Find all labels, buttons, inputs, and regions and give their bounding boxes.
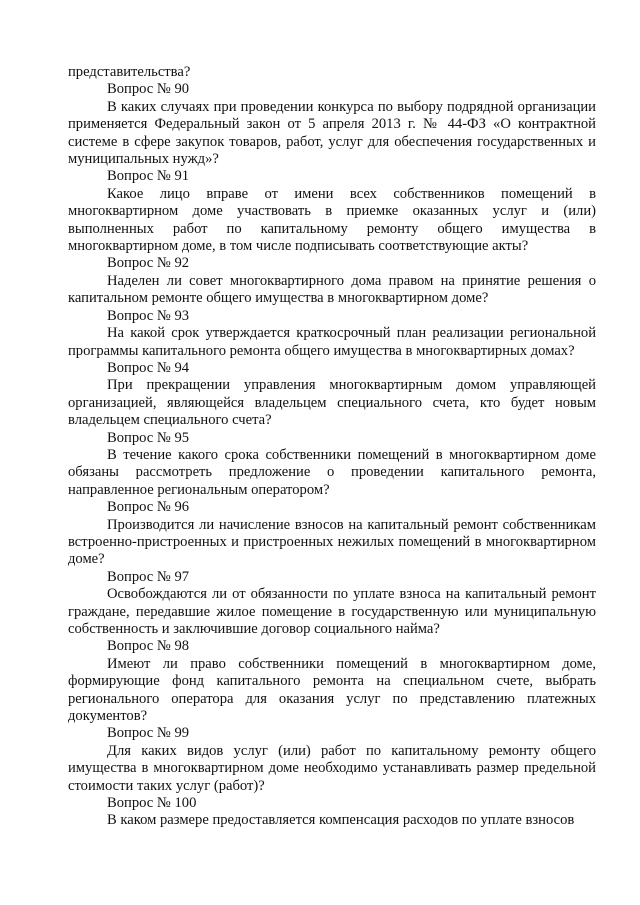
question-block-99 [68,725,596,795]
question-block-97 [68,569,596,639]
question-block-92 [68,255,596,307]
question-header: Вопрос № 96 [107,499,190,516]
question-text: На какой срок утверждается краткосрочный план реализации региональной программы капитального ремонта общего имущества в многоквартирных домах? [68,325,596,359]
question-header: Вопрос № 100 [107,795,197,812]
question-header: Вопрос № 97 [107,568,190,585]
question-text: Наделен ли совет многоквартирного дома правом на принятие решения о капитальном ремонте общего имущества в многоквартирном доме? [68,272,596,307]
question-header: Вопрос № 90 [107,81,190,98]
question-block-100 [68,795,596,830]
question-block-93 [68,308,596,360]
question-block-98 [68,638,596,725]
question-block-91 [68,168,596,255]
question-text: При прекращении управления многоквартирным домом управляющей организацией, являющейся владельцем специального счета, кто будет новым владельцем специального счета? [68,377,596,429]
question-text: В каких случаях при проведении конкурса по выбору подрядной организации применяется Федеральный закон от 5 апреля 2013 г. № 44-ФЗ «О контрактной системе в сфере закупок товаров, работ, услуг для обеспечения государственных и муниципальных нужд»? [68,98,596,168]
question-header: Вопрос № 92 [107,255,190,272]
question-header: Вопрос № 99 [107,725,190,742]
question-block-95 [68,430,596,500]
question-text: Освобождаются ли от обязанности по уплате взноса на капитальный ремонт граждане, передавшие жилое помещение в государственную или муниципальную собственность и заключившие договор социального найма? [68,586,596,637]
document-page [68,64,596,830]
question-block-96 [68,499,596,569]
question-text: В каком размере предоставляется компенсация расходов по уплате взносов [107,812,575,829]
question-header: Вопрос № 91 [107,168,190,185]
question-header: Вопрос № 95 [107,429,190,446]
question-header: Вопрос № 94 [107,359,190,376]
question-text: Производится ли начисление взносов на капитальный ремонт собственникам встроенно-пристроенных и пристроенных нежилых помещений в многоквартирном доме? [68,516,596,568]
question-text: Для каких видов услуг (или) работ по капитальному ремонту общего имущества в многоквартирном доме необходимо устанавливать размер предельной стоимости таких услуг (работ)? [68,742,596,794]
question-header: Вопрос № 98 [107,638,190,655]
question-header: Вопрос № 93 [107,307,190,324]
question-text: Какое лицо вправе от имени всех собственников помещений в многоквартирном доме участвовать в приемке оказанных услуг и (или) выполненных работ по капитальному ремонту общего имущества в многоквартирном доме, в том числе подписывать соответствующие акты? [68,185,596,255]
question-block-94 [68,360,596,430]
question-text: Имеют ли право собственники помещений в многоквартирном доме, формирующие фонд капитального ремонта на специальном счете, выбрать регионального оператора для оказания услуг по представлению платежных документов? [68,655,596,725]
intro-fragment: представительства? [68,64,191,80]
question-block-90 [68,81,596,168]
question-text: В течение какого срока собственники помещений в многоквартирном доме обязаны рассмотреть предложение о проведении капитального ремонта, направленное региональным оператором? [68,446,596,498]
